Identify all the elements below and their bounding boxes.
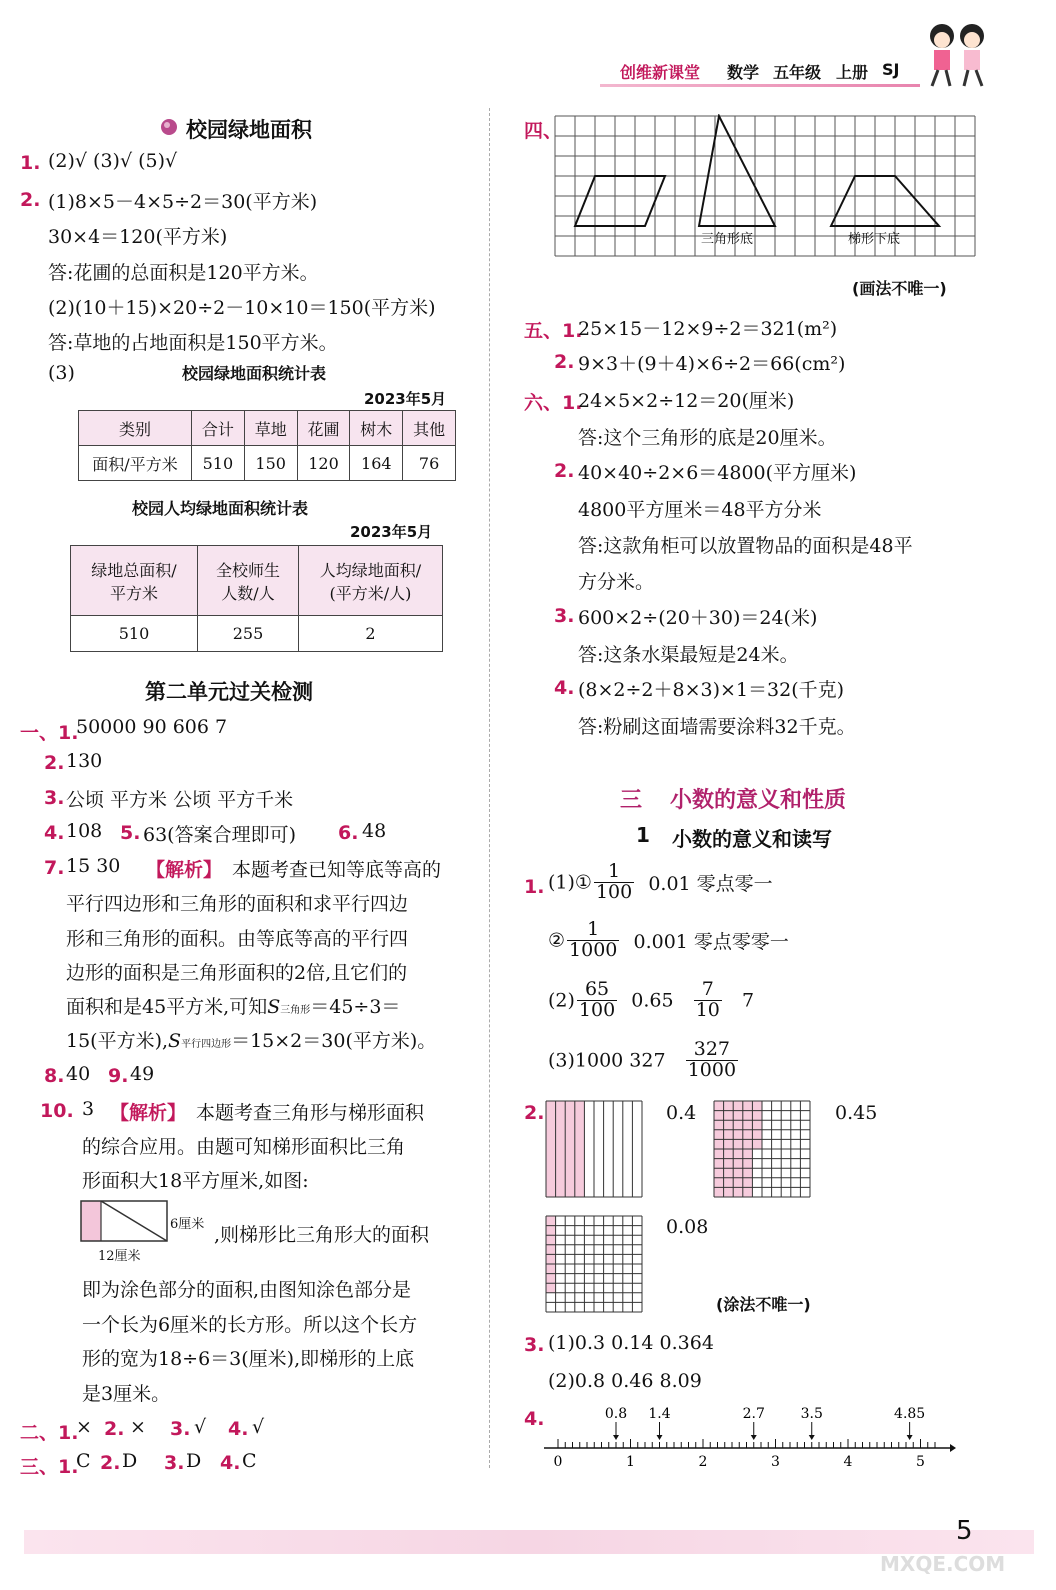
shaded-cell [743,1149,753,1159]
table2-cell: 510 [71,616,198,652]
lesson-number: 1 [636,823,650,847]
s10-line8: 是3厘米。 [82,1383,171,1405]
table1-header: 草地 [244,411,297,446]
s9-number: 9. [108,1065,129,1087]
part2-answer1: × [76,1416,92,1438]
part3-answer1: C [76,1450,91,1472]
mark-label: 1.4 [648,1406,671,1422]
p6-q4-number: 4. [554,677,575,699]
r1-part3: (3)1000 327 $\frac{327}{1000}$ [548,1038,737,1081]
header-rule [600,84,920,87]
r1-number: 1. [524,876,545,898]
shaded-cell [752,1139,762,1149]
p6-answer3: 600×2÷(20＋30)＝24(米) [578,607,818,629]
r3-number: 3. [524,1334,545,1356]
table2-cell: 255 [198,616,299,652]
drawing-grid [553,114,977,266]
s10-line7: 形的宽为18÷6＝3(厘米),即梯形的上底 [82,1348,415,1370]
shaded-cell [724,1178,734,1188]
shaded-cell [546,1101,556,1197]
shaded-cell [724,1159,734,1169]
table2-cell: 2 [299,616,443,652]
s7-line6: 15(平方米),S平行四边形＝15×2＝30(平方米)。 [66,1030,437,1052]
shaded-cell [752,1101,762,1111]
mark-arrow-icon [751,1435,757,1440]
shaded-cell [743,1139,753,1149]
s1-answer: 50000 90 606 7 [76,716,228,738]
table1-header: 其他 [403,411,456,446]
r3-line1: (1)0.3 0.14 0.364 [548,1332,714,1354]
number-line [540,1402,956,1472]
mark-label: 3.5 [800,1406,823,1422]
trapezoid-figure [80,1200,170,1244]
kids-mascot-icon [918,14,996,90]
table1-cell: 120 [297,446,350,481]
table1-cell: 164 [350,446,403,481]
shaded-cell [546,1274,556,1284]
s10-answer: 3 [82,1098,95,1120]
r1-part1: (1)① $\frac{1}{100}$ 0.01 零点零一 [548,860,773,903]
s9-answer: 49 [130,1063,155,1085]
mark-arrow-icon [613,1435,619,1440]
s2-number: 2. [44,752,65,774]
mark-arrow-icon [907,1435,913,1440]
table1-cell: 150 [244,446,297,481]
shaded-cell [556,1101,566,1197]
shaded-cell [743,1168,753,1178]
s8-answer: 40 [66,1063,91,1085]
shaded-cell [733,1139,743,1149]
q2-line3: 答:花圃的总面积是120平方米。 [48,262,319,284]
shaded-cell [714,1159,724,1169]
shaded-cell [743,1159,753,1169]
r4-number: 4. [524,1408,545,1430]
r3-line2: (2)0.8 0.46 8.09 [548,1370,702,1392]
mark-label: 2.7 [742,1406,765,1422]
shaded-cell [546,1216,556,1226]
table1-date: 2023年5月 [364,390,447,408]
shaded-cell [546,1254,556,1264]
p6-answer2-line3: 答:这款角柜可以放置物品的面积是48平 [578,535,913,557]
tick-label: 2 [698,1454,708,1470]
table1-title: 校园绿地面积统计表 [182,364,327,383]
triangle-shape [699,116,775,226]
tick-label: 3 [771,1454,780,1470]
shaded-cell [724,1120,734,1130]
shaded-cell [733,1159,743,1169]
table2 [70,545,443,652]
q2-line5: 答:草地的占地面积是150平方米。 [48,332,338,354]
shaded-cell [565,1101,575,1197]
table2-header: 全校师生 人数/人 [198,546,299,616]
shaded-cell [714,1120,724,1130]
section-title-green-area: 校园绿地面积 [186,118,312,142]
watermark: MXQE.COM [880,1552,1006,1576]
shaded-cell [714,1168,724,1178]
p6-answer2-line2: 4800平方厘米＝48平方分米 [578,499,822,521]
s8-number: 8. [44,1065,65,1087]
r1-part1b: ② $\frac{1}{1000}$ 0.001 零点零零一 [548,918,789,961]
mark-label: 4.85 [894,1406,926,1422]
tenths-square [545,1100,643,1198]
part3-q2-number: 2. [100,1452,121,1474]
subject: 数学 [727,63,760,82]
part3-q4-answer: C [242,1450,257,1472]
section-title-unit2: 第二单元过关检测 [145,680,313,704]
part2-q3-number: 3. [170,1418,191,1440]
tick-label: 1 [626,1454,635,1470]
fraction: $\frac{1}{1000}$ [569,918,618,961]
shaded-cell [733,1120,743,1130]
chapter-number: 三 [620,788,643,813]
shaded-cell [714,1111,724,1121]
p6-number: 六、1. [524,392,583,414]
part4-note: (画法不唯一) [852,279,947,298]
q2-line4: (2)(10＋15)×20÷2－10×10＝150(平方米) [48,297,436,319]
r2-value2: 0.45 [835,1102,878,1124]
arrow-icon [950,1444,956,1452]
shaded-cell [743,1130,753,1140]
mark-arrow-icon [809,1435,815,1440]
s10-line5: 即为涂色部分的面积,由图知涂色部分是 [82,1279,412,1301]
shaded-cell [743,1187,753,1197]
table1-cell: 面积/平方米 [79,446,192,481]
p6-answer2: 40×40÷2×6＝4800(平方厘米) [578,462,857,484]
shaded-cell [733,1130,743,1140]
p6-q2-number: 2. [554,460,575,482]
q2-line1: (1)8×5－4×5÷2＝30(平方米) [48,191,318,213]
column-divider [489,108,490,1468]
part2-q4-number: 4. [228,1418,249,1440]
s7-line2: 平行四边形和三角形的面积和求平行四边 [66,893,409,915]
shaded-cell [724,1101,734,1111]
shaded-cell [714,1139,724,1149]
table2-header: 绿地总面积/ 平方米 [71,546,198,616]
q2-number: 2. [20,189,41,211]
shaded-cell [714,1101,724,1111]
table2-title: 校园人均绿地面积统计表 [132,499,309,518]
part3-q2-answer: D [122,1450,138,1472]
shaded-cell [743,1120,753,1130]
shaded-cell [743,1178,753,1188]
hundredths-square-45 [713,1100,811,1198]
s4-number: 4. [44,822,65,844]
volume: 上册 [836,63,869,82]
s5-number: 5. [120,822,141,844]
shaded-cell [714,1149,724,1159]
shaded-cell [724,1149,734,1159]
p5-number: 五、1. [524,320,583,342]
trapezoid-shape [831,176,939,226]
shaded-cell [733,1178,743,1188]
shaded-cell [546,1264,556,1274]
grade: 五年级 [773,63,822,82]
s4-answer: 108 [66,820,103,842]
s1-number: 一、1. [20,722,79,744]
p6-answer1-conclusion: 答:这个三角形的底是20厘米。 [578,427,837,449]
r2-number: 2. [524,1102,545,1124]
table1 [78,410,456,481]
table2-header: 人均绿地面积/ (平方米/人) [299,546,443,616]
part2-number: 二、1. [20,1422,79,1444]
chapter-title: 小数的意义和性质 [670,788,847,813]
shaded-cell [724,1187,734,1197]
s3-answer: 公顷 平方米 公顷 平方千米 [66,789,294,811]
s6-number: 6. [338,822,359,844]
shaded-cell [546,1245,556,1255]
footer-band [24,1530,1034,1554]
part4-number: 四、 [524,120,563,142]
part2-q3-answer: √ [194,1416,207,1438]
p6-answer4-conclusion: 答:粉刷这面墙需要涂料32千克。 [578,716,856,738]
tick-label: 0 [553,1454,563,1470]
part2-q2-answer: × [130,1416,146,1438]
table1-header: 类别 [79,411,192,446]
tick-label: 4 [843,1454,853,1470]
shaded-cell [743,1111,753,1121]
r2-note: (涂法不唯一) [716,1295,811,1314]
p6-answer1: 24×5×2÷12＝20(厘米) [578,390,795,412]
s5-answer: 63(答案合理即可) [143,824,297,846]
table1-cell: 510 [192,446,245,481]
s7-line1: 本题考查已知等底等高的 [232,859,442,881]
page-number: 5 [956,1516,973,1546]
p6-answer3-conclusion: 答:这条水渠最短是24米。 [578,644,799,666]
part2-q2-number: 2. [104,1418,125,1440]
shaded-cell [714,1130,724,1140]
shaded-cell [733,1187,743,1197]
shaded-cell [752,1120,762,1130]
triangle-base-label: 三角形底 [701,232,754,247]
p5-answer1: 25×15－12×9÷2＝321(m²) [578,318,838,340]
r2-value1: 0.4 [666,1102,697,1124]
part3-q4-number: 4. [220,1452,241,1474]
s3-number: 3. [44,787,65,809]
p6-answer2-line4: 方分米。 [578,571,655,593]
s10-line1: 本题考查三角形与梯形面积 [196,1102,425,1124]
parallelogram-shape [575,176,665,226]
table1-cell: 76 [403,446,456,481]
brand-name: 创维新课堂 [620,63,701,82]
figure-width-label: 12厘米 [98,1249,141,1264]
shaded-cell [724,1111,734,1121]
table1-header: 合计 [192,411,245,446]
s10-line3: 形面积大18平方厘米,如图: [82,1170,309,1192]
shaded-cell [546,1235,556,1245]
s10-line6: 一个长为6厘米的长方形。所以这个长方 [82,1314,418,1336]
tick-label: 5 [916,1454,925,1470]
q2-line6: (3) [48,362,75,384]
shaded-cell [575,1101,585,1197]
shaded-cell [546,1283,556,1293]
table2-date: 2023年5月 [350,523,433,541]
shaded-cell [733,1101,743,1111]
shaded-cell [752,1130,762,1140]
r2-value3: 0.08 [666,1216,709,1238]
shaded-cell [733,1168,743,1178]
s10-number: 10. [40,1100,74,1122]
p6-answer4: (8×2÷2＋8×3)×1＝32(千克) [578,679,845,701]
fraction: $\frac{327}{1000}$ [687,1038,737,1081]
part3-q3-number: 3. [164,1452,185,1474]
shaded-cell [733,1149,743,1159]
s7-analysis-tag: 【解析】 [146,859,223,881]
edition: SJ [882,60,900,79]
s7-number: 7. [44,857,65,879]
shaded-cell [724,1168,734,1178]
p5-answer2: 9×3＋(9＋4)×6÷2＝66(cm²) [578,353,846,375]
s7-line3: 形和三角形的面积。由等底等高的平行四 [66,928,409,950]
part3-q3-answer: D [186,1450,202,1472]
mark-arrow-icon [657,1435,663,1440]
p6-q3-number: 3. [554,605,575,627]
table1-header: 树木 [350,411,403,446]
q1-answer: (2)√ (3)√ (5)√ [48,150,178,172]
q2-line2: 30×4＝120(平方米) [48,226,228,248]
shaded-cell [724,1139,734,1149]
fraction: $\frac{65}{100}$ [578,978,616,1021]
shaded-cell [714,1187,724,1197]
lesson-title: 小数的意义和读写 [672,827,832,851]
s2-answer: 130 [66,750,103,772]
s6-answer: 48 [362,820,387,842]
shaded-cell [743,1101,753,1111]
r1-part2: (2) $\frac{65}{100}$ 0.65 $\frac{7}{10}$ 7 [548,978,755,1021]
shaded-cell [733,1111,743,1121]
trapezoid-base-label: 梯形下底 [848,232,901,247]
bullet-icon [160,118,178,136]
p5-q2-number: 2. [554,351,575,373]
hundredths-square-8 [545,1215,643,1313]
figure-height-label: 6厘米 [170,1217,205,1232]
table1-header: 花圃 [297,411,350,446]
shaded-cell [546,1226,556,1236]
part2-q4-answer: √ [252,1416,265,1438]
fraction: $\frac{7}{10}$ [695,978,720,1021]
mark-label: 0.8 [604,1406,628,1422]
s7-line5: 面积和是45平方米,可知S三角形＝45÷3＝ [66,996,401,1018]
shaded-cell [752,1111,762,1121]
s7-line4: 边形的面积是三角形面积的2倍,且它们的 [66,962,408,984]
fraction: $\frac{1}{100}$ [595,860,633,903]
part3-number: 三、1. [20,1456,79,1478]
s10-line2: 的综合应用。由题可知梯形面积比三角 [82,1136,406,1158]
s10-analysis-tag: 【解析】 [110,1102,187,1124]
shaded-cell [714,1178,724,1188]
shaded-cell [724,1130,734,1140]
s10-line4: ,则梯形比三角形大的面积 [214,1224,430,1246]
s7-answer: 15 30 [66,855,121,877]
q1-number: 1. [20,152,41,174]
